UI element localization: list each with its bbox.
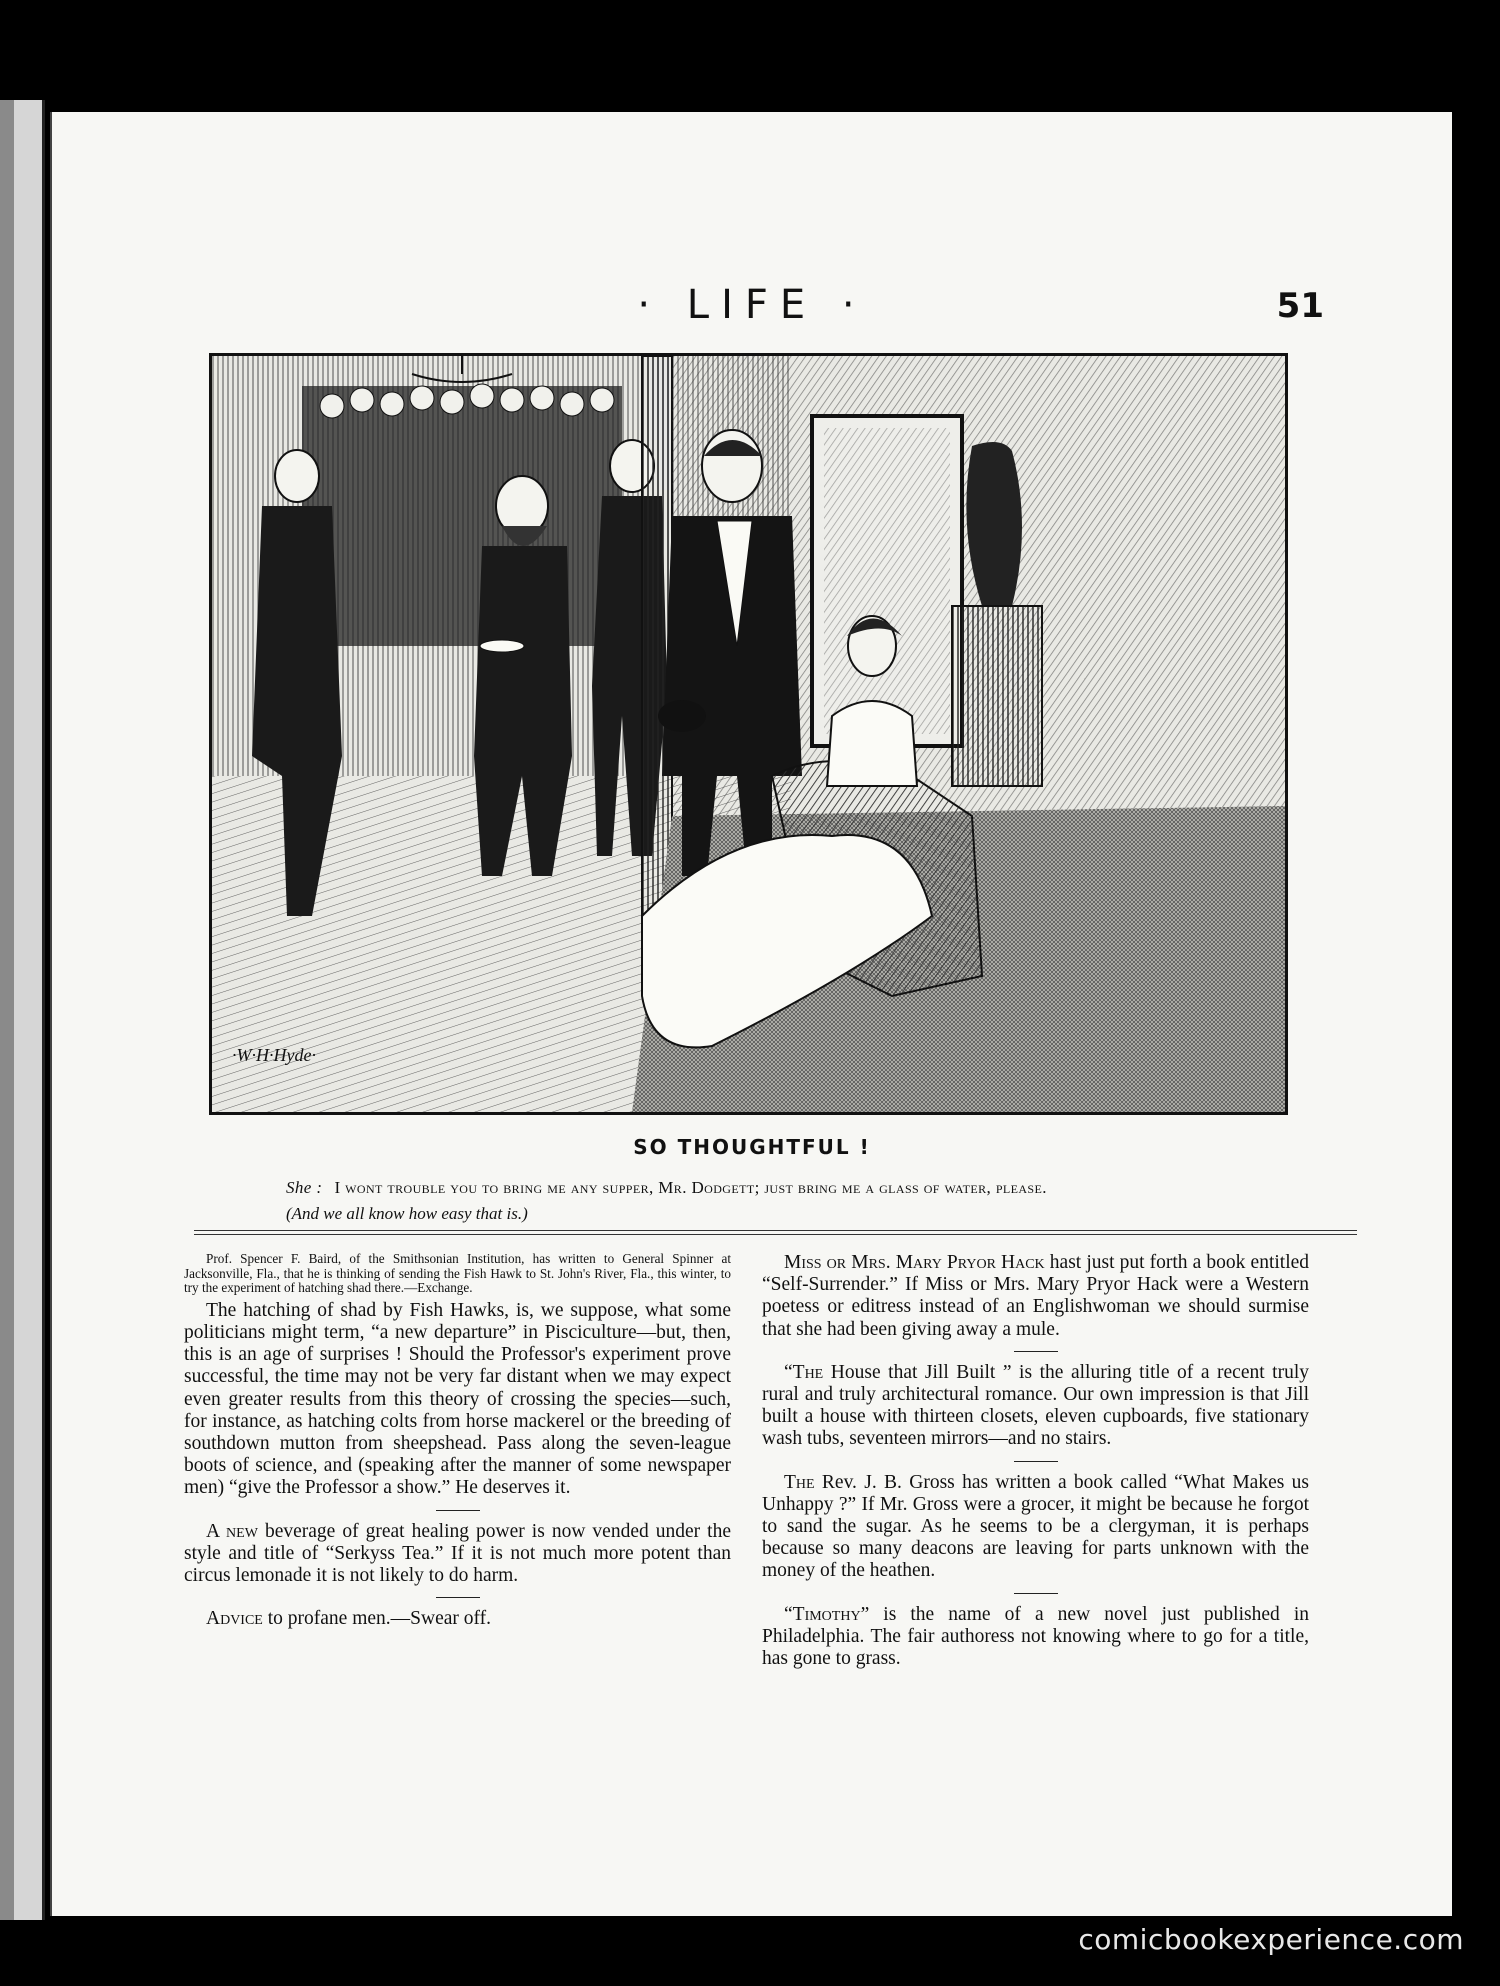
paragraph-divider	[1014, 1593, 1058, 1594]
masthead-title: · LIFE ·	[637, 282, 867, 328]
facing-page-shadow	[0, 100, 14, 1920]
section-rule-bottom	[194, 1234, 1357, 1235]
paragraph-body: beverage of great healing power is now vended under the style and title of “Serkyss Tea.” If it is not much more potent than circus lemonade it is not likely to do harm.	[184, 1520, 732, 1587]
cartoon-caption-title: SO THOUGHTFUL !	[633, 1135, 871, 1159]
paragraph-body: hast just put forth a book entitled “Self-Surrender.” If Miss or Mrs. Mary Pryor Hack were a Western poetess or editress instead of an Englishwoman we should surmise that she had been giving away a mule.	[762, 1252, 1310, 1340]
artist-signature: ·W·H·Hyde·	[232, 1045, 316, 1065]
paragraph-lead: The	[784, 1471, 815, 1493]
rev-gross-paragraph	[762, 1472, 1309, 1583]
left-text-column	[184, 1252, 731, 1634]
paragraph-body: House that Jill Built ” is the alluring title of a recent truly rural and truly architectural romance. Our own impression is that Jill built a house with thirteen closets, eleven cupboards, five stationary wash tubs, seventeen mirrors—and no stairs.	[762, 1361, 1310, 1450]
paragraph-divider	[436, 1510, 480, 1511]
serkyss-tea-paragraph	[184, 1521, 731, 1588]
paragraph-lead: A new	[206, 1520, 258, 1542]
site-watermark: comicbookexperience.com	[1078, 1923, 1464, 1956]
paragraph-lead: “The	[784, 1361, 824, 1383]
magazine-page	[50, 112, 1452, 1916]
page-number: 51	[1276, 286, 1324, 326]
engraving-illustration	[209, 353, 1288, 1115]
jill-built-paragraph	[762, 1362, 1309, 1451]
timothy-paragraph	[762, 1604, 1309, 1671]
shad-hatching-paragraph: The hatching of shad by Fish Hawks, is, we suppose, what some politicians might term, “a new departure” in Pisciculture—but, then, this is an age of surprises ! Should the Professor's experiment prove successful, the time may not be very far distant when we may expect even greater results from this theory of crossing the species—such, for instance, as hatching colts from horse mackerel or the breeding of southdown mutton from sheepshead. Pass along the seven-league boots of science, and (speaking after the manner of some newspaper men) “give the Professor a show.” He deserves it.	[184, 1299, 731, 1499]
ballroom-scene-drawing	[212, 356, 1285, 1112]
paragraph-lead: Advice	[206, 1608, 263, 1630]
paragraph-body: ” is the name of a new novel just published in Philadelphia. The fair authoress not knowing where to go for a title, has gone to grass.	[762, 1603, 1309, 1670]
cartoon-dialogue	[286, 1178, 1336, 1198]
caption-dialogue-text: I wont trouble you to bring me any supper, Mr. Dodgett; just bring me a glass of water, please.	[334, 1178, 1047, 1197]
paragraph-body: Rev. J. B. Gross has written a book called “What Makes us Unhappy ?” If Mr. Gross were a grocer, it might be because he forgot to sand the sugar. As he seems to be a clergyman, it is perhaps because so many deacons are leaving for parts unknown with the money of the heathen.	[762, 1471, 1309, 1582]
right-text-column	[762, 1252, 1309, 1674]
caption-speaker: She :	[286, 1178, 323, 1197]
paragraph-lead: “Timothy	[784, 1603, 861, 1625]
paragraph-body: to profane men.—Swear off.	[267, 1608, 492, 1630]
news-excerpt: Prof. Spencer F. Baird, of the Smithsonian Institution, has written to General Spinner at Jacksonville, Fla., that he is thinking of sending the Fish Hawk to St. John's River, Fla., this winter, to try the experiment of hatching shad there.—Exchange.	[184, 1251, 731, 1296]
paragraph-divider	[1014, 1351, 1058, 1352]
paragraph-divider	[1014, 1461, 1058, 1462]
section-rule-top	[194, 1230, 1357, 1231]
caption-aside: (And we all know how easy that is.)	[286, 1204, 528, 1223]
paragraph-lead: Miss or Mrs. Mary Pryor Hack	[784, 1252, 1045, 1273]
advice-paragraph	[184, 1608, 731, 1630]
crowd-mass	[302, 386, 622, 646]
paragraph-divider	[436, 1597, 480, 1598]
self-surrender-paragraph	[762, 1252, 1309, 1341]
